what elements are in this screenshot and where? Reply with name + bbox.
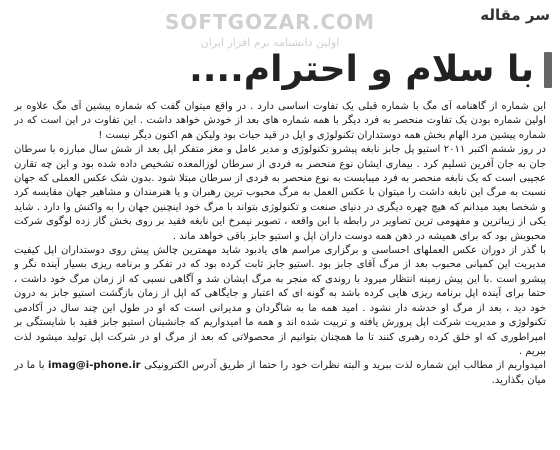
article-paragraph: با گذر از دوران عکس العملهای احساسی و برگزاری مراسم های یادبود شاید مهمترین چالش پیش روی دوستداران اپل کیفیت مدیریت این کمپانی محبوب بعد از مرگ آقای جابز بود .استیو جابز ثابت کرده بود که در تفکر و برنامه ریزی بسیار آینده نگر و پیشرو است .با این پیش زمینه انتظار میرود با روندی که منجر به مرگ ایشان شد و آگاهی نسبی که از زمان مرگ خود داشت ، حتما برای آینده اپل برنامه ریزی هایی کرده باشد به گونه ای که اعتبار و جایگاهی که اپل از زمان بازگشت استیو جابز به درون خود دید ، بعد از مرگ او خدشه دار نشود . امید همه ما به شاگردان و مدیرانی است که او در طول این چند سال در آکادمی تکنولوژی و مدیریت شرکت اپل پرورش یافته و تربیت شده اند و همه ما امیدواریم که جانشینان استیو جابز فقید با شایستگی بر امپراطوری که او خلق کرده رهبری کنند تا ما همچنان بتوانیم از محصولاتی که بعد از مرگ او در شرکت اپل تولید میشود لذت ببریم .	[14, 245, 546, 357]
article-body	[14, 100, 546, 446]
headline-bullet-icon	[544, 52, 552, 88]
watermark-tagline: اولین دانشنامه نرم افزار ایران	[200, 36, 340, 49]
watermark-logo: SOFTGOZAR.COM	[164, 10, 376, 34]
headline: با سلام و احترام....	[189, 49, 534, 90]
watermark	[150, 10, 390, 49]
email-link[interactable]: imag@i-phone.ir	[48, 360, 141, 372]
closing-text-end: با ما در میان بگذارید.	[14, 360, 546, 386]
headline-row	[189, 49, 552, 90]
closing-text: امیدواریم از مطالب این شماره لذت ببرید و البته نظرات خود را حتما از طریق آدرس الکترونیکی	[144, 360, 546, 372]
article-paragraph: این شماره از گاهنامه آی مگ با شماره قبلی یک تفاوت اساسی دارد . در واقع میتوان گفت که شماره پیشین آی مگ علاوه بر اولین شماره بودن یک تفاوت منحصر به فرد دیگر با همه شماره های بعد از خودش خواهد داشت . این تفاوت در این است که در شماره پیشین مرد الهام بخش همه دوستداران تکنولوژی و اپل در قید حیات بود ولیکن هم اکنون دیگر نیست !	[14, 101, 546, 141]
closing-paragraph	[14, 359, 546, 388]
article-paragraph: در روز ششم اکتبر ۲۰۱۱ استیو پل جابز نابغه پیشرو تکنولوژی و مدیر عامل و مغز متفکر اپل بعد از شش سال مبارزه با سرطان جان به جان آفرین تسلیم کرد . بیماری ایشان نوع منحصر به فردی از سرطان لوزالمعده تشخیص داده شده بود و این چه تقارن عجیبی است که یک نابغه منحصر به فرد میبایست به نوع منحصر به فردی از سرطان مبتلا شود .بدون شک عکس العملی که جهان نسبت به مرگ این نابغه داشت را میتوان با عکس العمل به مرگ محبوب ترین رهبران و یا هنرمندان و مشاهیر جهان مقایسه کرد و شخصا بعید میدانم که هیچ چهره دیگری در دنیای صنعت و تکنولوژی بتواند با مرگ خود اینچنین جهان را به واکنش وا دارد . شاید یکی از زیباترین و مفهومی ترین تصاویر در رابطه با این واقعه ، تصویر نیمرخ این نابغه فقید بر روی بخش گاز زده لوگوی شرکت محبوبش بود که برای همیشه در ذهن همه دوست داران اپل و استیو جابز باقی خواهد ماند .	[14, 144, 546, 242]
section-label: سر مقاله	[480, 6, 550, 24]
